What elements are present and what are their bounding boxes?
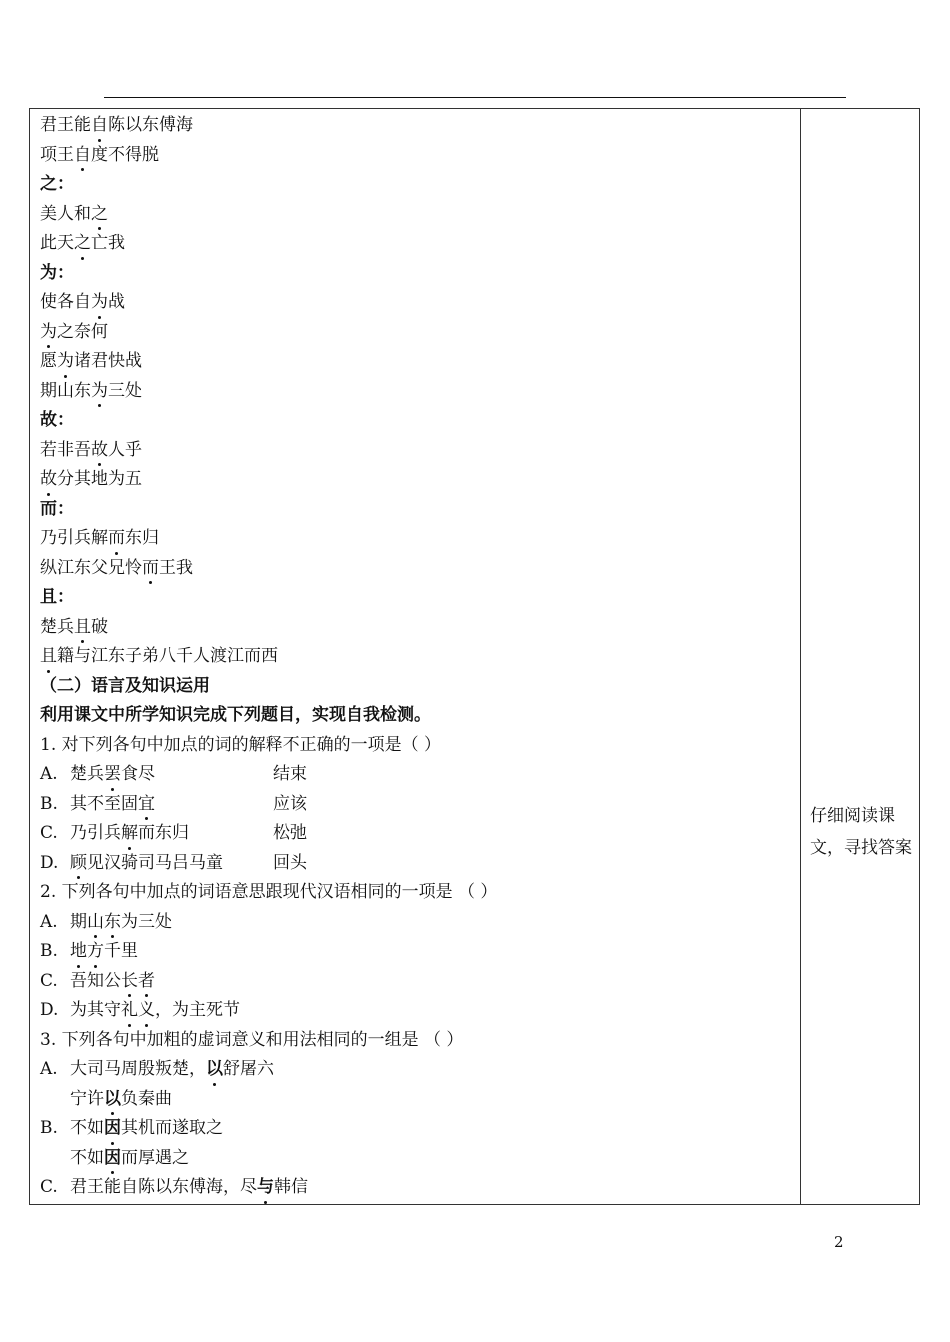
sentence-text: 韩信 [274, 1177, 308, 1197]
example-sentence [40, 229, 795, 259]
option-letter: A. [40, 911, 58, 932]
dotted-word: 长 [121, 967, 138, 997]
sentence-text: 负秦曲 [121, 1088, 172, 1109]
sentence-text: 而东归 [138, 823, 189, 843]
dotted-word: 且 [40, 642, 57, 672]
option-letter: B. [40, 941, 58, 961]
sentence-text: 见汉骑司马吕马童 [87, 852, 223, 873]
main-column [40, 111, 795, 1203]
sentence-text: 度不得脱 [91, 144, 159, 165]
sentence-text: 之奈何 [57, 321, 108, 342]
word-heading: 之： [40, 174, 74, 194]
sentence-text: 此天 [40, 233, 74, 253]
sentence-text: 君王能自陈以东傅海，尽 [70, 1177, 257, 1197]
answer-option [40, 760, 795, 790]
dotted-word: 为 [91, 288, 108, 318]
dotted-word: 礼 [121, 996, 138, 1026]
dotted-word: 为 [57, 347, 74, 377]
example-sentence [40, 200, 795, 230]
example-sentence [40, 111, 795, 141]
sentence-text: 乃引兵 [70, 823, 121, 843]
sentence-text: 千里 [104, 941, 138, 961]
sentence-text: 不如 [70, 1118, 104, 1138]
sentence-text: 其不至固 [70, 793, 138, 814]
sentence-text: 陈以东傅海 [108, 115, 193, 135]
dotted-word: 解 [121, 819, 138, 849]
example-sentence [40, 318, 795, 348]
header-rule [104, 97, 846, 98]
sentence-text: 战 [108, 292, 125, 312]
example-sentence [40, 288, 795, 318]
option-sentence [70, 819, 273, 849]
example-sentence [40, 347, 795, 377]
option-letter: C. [40, 970, 58, 991]
dotted-word: 宜 [138, 790, 155, 820]
example-sentence [40, 465, 795, 495]
option-gloss: 回头 [273, 852, 307, 873]
sentence-text: 纵江东父兄怜 [40, 557, 142, 578]
side-note: 仔细阅读课文，寻找答案 [810, 806, 912, 858]
answer-option [40, 1114, 795, 1144]
sentence-text: 美人和 [40, 203, 91, 224]
bold-function-word: 因 [104, 1114, 121, 1144]
option-gloss: 结束 [273, 764, 307, 784]
answer-option-line2 [40, 1144, 795, 1174]
dotted-word: 之 [91, 200, 108, 230]
answer-option [40, 967, 795, 997]
option-letter: A. [40, 1059, 58, 1079]
dotted-word: 方 [87, 937, 104, 967]
example-sentence [40, 524, 795, 554]
question-stem: 1. 对下列各句中加点的词的解释不正确的一项是（ ） [40, 734, 442, 755]
dotted-word: 东 [104, 908, 121, 938]
dotted-word: 地 [70, 937, 87, 967]
answer-option [40, 937, 795, 967]
answer-option [40, 996, 795, 1026]
sentence-text: 东归 [125, 528, 159, 548]
option-sentence [70, 849, 273, 879]
sentence-text: 破 [91, 616, 108, 637]
bold-function-word: 以 [206, 1055, 223, 1085]
sentence-text: 籍与江东子弟八千人渡江而西 [57, 646, 278, 666]
sentence-text: ，为主死节 [155, 1000, 240, 1020]
sentence-text: 大司马周殷叛楚， [70, 1059, 206, 1079]
sentence-text: 人乎 [108, 439, 142, 460]
sentence-text: 期 [70, 911, 87, 932]
option-letter: B. [40, 793, 58, 814]
dotted-word: 故 [40, 465, 57, 495]
dotted-word: 义 [138, 996, 155, 1026]
dotted-word: 为 [40, 318, 57, 348]
dotted-word: 为 [91, 377, 108, 407]
sentence-text: 使各自 [40, 292, 91, 312]
dotted-word: 自 [91, 111, 108, 141]
sentence-text: 三处 [108, 380, 142, 401]
example-sentence [40, 554, 795, 584]
sentence-text: 楚兵 [70, 764, 104, 784]
answer-option [40, 819, 795, 849]
dotted-word: 者 [138, 967, 155, 997]
dotted-word: 顾 [70, 849, 87, 879]
option-sentence [70, 760, 273, 790]
option-letter: D. [40, 1000, 59, 1020]
sentence-text: 分其地为五 [57, 469, 142, 489]
bold-function-word: 以 [104, 1085, 121, 1115]
sentence-text: 君王能 [40, 115, 91, 135]
dotted-word: 罢 [104, 760, 121, 790]
section-instruction: 利用课文中所学知识完成下列题目，实现自我检测。 [40, 705, 431, 725]
sentence-text: 不如 [70, 1147, 104, 1168]
word-heading: 且： [40, 587, 74, 607]
option-letter: C. [40, 823, 58, 843]
section-title: （二）语言及知识运用 [40, 675, 210, 696]
dotted-word: 而 [142, 554, 159, 584]
answer-option [40, 790, 795, 820]
page-number: 2 [834, 1233, 844, 1251]
answer-option [40, 1173, 795, 1203]
column-divider [800, 108, 801, 1205]
dotted-word: 之 [74, 229, 91, 259]
example-sentence [40, 642, 795, 672]
sentence-text: 其机而遂取之 [121, 1118, 223, 1138]
sentence-text: 愿 [40, 351, 57, 371]
answer-option [40, 1055, 795, 1085]
word-heading: 为： [40, 262, 74, 283]
sentence-text: 若非吾 [40, 439, 91, 460]
example-sentence [40, 613, 795, 643]
bold-function-word: 因 [104, 1144, 121, 1174]
answer-option [40, 849, 795, 879]
dotted-word: 而 [108, 524, 125, 554]
question-stem: 2. 下列各句中加点的词语意思跟现代汉语相同的一项是 （ ） [40, 882, 498, 902]
option-gloss: 松弛 [273, 823, 307, 843]
sentence-text: 王我 [159, 557, 193, 578]
sentence-text: 项王 [40, 144, 74, 165]
dotted-word: 且 [74, 613, 91, 643]
example-sentence [40, 377, 795, 407]
sentence-text: 吾知公 [70, 970, 121, 991]
sentence-text: 宁许 [70, 1088, 104, 1109]
sentence-text: 乃引兵解 [40, 528, 108, 548]
bold-function-word: 与 [257, 1173, 274, 1203]
sentence-text: 楚兵 [40, 616, 74, 637]
option-letter: C. [40, 1177, 58, 1197]
option-letter: D. [40, 852, 59, 873]
example-sentence [40, 141, 795, 171]
option-letter: A. [40, 764, 58, 784]
word-heading: 故： [40, 410, 74, 430]
sentence-text: 食尽 [121, 764, 155, 784]
option-gloss: 应该 [273, 793, 307, 814]
answer-option-line2 [40, 1085, 795, 1115]
sentence-text: 而厚遇之 [121, 1147, 189, 1168]
answer-option [40, 908, 795, 938]
example-sentence [40, 436, 795, 466]
sentence-text: 为三处 [121, 911, 172, 932]
sentence-text: 为其守 [70, 1000, 121, 1020]
dotted-word: 山 [87, 908, 104, 938]
dotted-word: 故 [91, 436, 108, 466]
question-stem: 3. 下列各句中加粗的虚词意义和用法相同的一组是 （ ） [40, 1029, 464, 1050]
option-sentence [70, 790, 273, 820]
sentence-text: 舒屠六 [223, 1059, 274, 1079]
dotted-word: 自 [74, 141, 91, 171]
sentence-text: 诸君快战 [74, 351, 142, 371]
sentence-text: 期山东 [40, 380, 91, 401]
option-letter: B. [40, 1118, 58, 1138]
sentence-text: 亡我 [91, 233, 125, 253]
word-heading: 而： [40, 498, 74, 519]
